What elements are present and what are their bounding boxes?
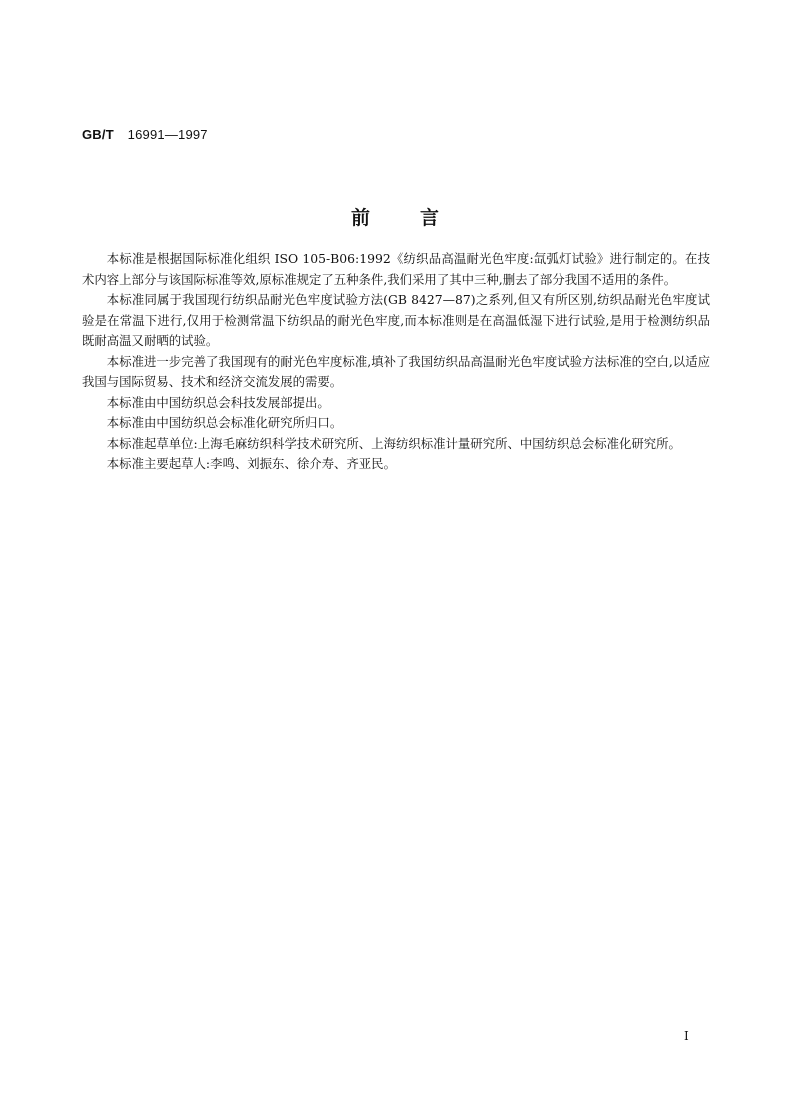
standard-number: 16991—1997 — [127, 127, 208, 142]
paragraph-administered-by: 本标准由中国纺织总会标准化研究所归口。 — [106, 415, 343, 430]
title-char-1: 前 — [350, 207, 372, 229]
title-char-2: 言 — [420, 207, 442, 229]
page-title — [0, 203, 792, 230]
paragraph-basis: 本标准是根据国际标准化组织 ISO 105-B06:1992《纺织品高温耐光色牢度:氙弧灯试验》进行制定的。在技术内容上部分与该国际标准等效,原标准规定了五种条件,我们采用了其中三种,删去了部分我国不适用的条件。 — [82, 251, 710, 287]
paragraph-drafters: 本标准主要起草人:李鸣、刘振东、徐介寿、齐亚民。 — [106, 456, 396, 471]
foreword-body — [82, 249, 710, 475]
paragraph-drafting-units: 本标准起草单位:上海毛麻纺织科学技术研究所、上海纺织标准计量研究所、中国纺织总会标准化研究所。 — [106, 435, 681, 451]
paragraph-purpose: 本标准进一步完善了我国现有的耐光色牢度标准,填补了我国纺织品高温耐光色牢度试验方法标准的空白,以适应我国与国际贸易、技术和经济交流发展的需要。 — [82, 353, 710, 389]
paragraph-proposed-by: 本标准由中国纺织总会科技发展部提出。 — [106, 394, 330, 410]
paragraph-series: 本标准同属于我国现行纺织品耐光色牢度试验方法(GB 8427—87)之系列,但又有所区别,纺织品耐光色牢度试验是在常温下进行,仅用于检测常温下纺织品的耐光色牢度,而本标准则是在高温低湿下进行试验,是用于检测纺织品既耐高温又耐晒的试验。 — [82, 292, 710, 348]
document-header — [82, 127, 208, 142]
standard-code: GB/T — [82, 127, 114, 142]
page-number: I — [684, 1029, 689, 1043]
